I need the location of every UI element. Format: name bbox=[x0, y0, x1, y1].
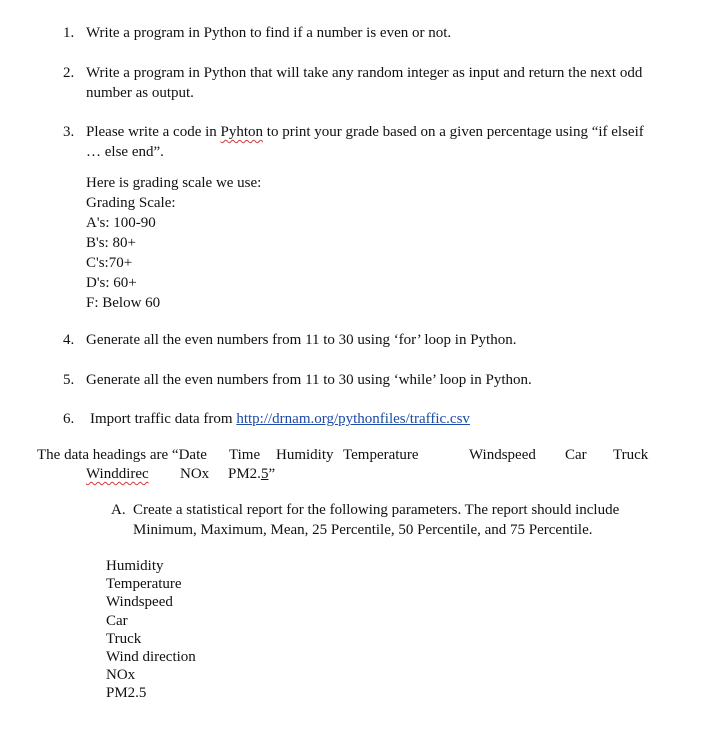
heading-pm25: PM2.5” bbox=[228, 466, 276, 482]
grade-line: D's: 60+ bbox=[86, 275, 137, 291]
heading-truck: Truck bbox=[613, 447, 649, 463]
grade-line: B's: 80+ bbox=[86, 235, 136, 251]
misspelled-word: Pyhton bbox=[220, 124, 264, 140]
parameters-list bbox=[106, 557, 196, 703]
heading-nox: NOx bbox=[180, 466, 210, 482]
grading-intro: Here is grading scale we use: bbox=[86, 175, 262, 191]
parameter-item: NOx bbox=[106, 667, 136, 684]
subtask-text: Create a statistical report for the following parameters. The report should include Minimum, Maximum, Mean, 25 Percentile, 50 Percentile, and 75 Percentile. bbox=[133, 502, 620, 538]
grade-line: A's: 100-90 bbox=[86, 215, 156, 231]
grading-title: Grading Scale: bbox=[86, 195, 176, 211]
q4-text: Generate all the even numbers from 11 to 30 using ‘for’ loop in Python. bbox=[86, 332, 517, 348]
q4-number: 4. bbox=[63, 332, 75, 348]
parameter-item: Temperature bbox=[106, 576, 182, 593]
q6-text: Import traffic data from http://drnam.org/pythonfiles/traffic.csv bbox=[90, 411, 470, 427]
parameter-item: Car bbox=[106, 612, 128, 629]
q5-text: Generate all the even numbers from 11 to 30 using ‘while’ loop in Python. bbox=[86, 372, 532, 388]
headings-prefix: The data headings are “Date bbox=[37, 447, 207, 463]
heading-car: Car bbox=[565, 447, 587, 463]
parameter-item: Humidity bbox=[106, 558, 164, 574]
parameter-item: Truck bbox=[106, 630, 142, 647]
grade-line: F: Below 60 bbox=[86, 295, 161, 311]
heading-time: Time bbox=[229, 447, 261, 463]
grading-scale bbox=[86, 173, 261, 313]
q2-text: Write a program in Python that will take any random integer as input and return the next odd number as output. bbox=[86, 65, 643, 101]
q1-text: Write a program in Python to find if a number is even or not. bbox=[86, 25, 452, 41]
q3-number: 3. bbox=[63, 124, 75, 140]
parameter-item: PM2.5 bbox=[106, 685, 147, 702]
traffic-data-link[interactable]: http://drnam.org/pythonfiles/traffic.csv bbox=[236, 411, 470, 427]
q3-text: Please write a code in Pyhton to print your grade based on a given percentage using “if elseif … else end”. bbox=[86, 124, 644, 160]
q2-number: 2. bbox=[63, 65, 75, 81]
parameter-item: Wind direction bbox=[106, 649, 196, 666]
heading-windspeed: Windspeed bbox=[469, 447, 536, 463]
heading-temperature: Temperature bbox=[343, 447, 419, 463]
q1-number: 1. bbox=[63, 25, 75, 41]
parameter-item: Windspeed bbox=[106, 594, 173, 611]
q5-number: 5. bbox=[63, 372, 75, 388]
subtask-label: A. bbox=[111, 502, 126, 518]
q6-number: 6. bbox=[63, 411, 75, 427]
heading-winddirec: Winddirec bbox=[86, 466, 149, 482]
grade-line: C's:70+ bbox=[86, 255, 133, 271]
heading-humidity: Humidity bbox=[276, 447, 334, 463]
